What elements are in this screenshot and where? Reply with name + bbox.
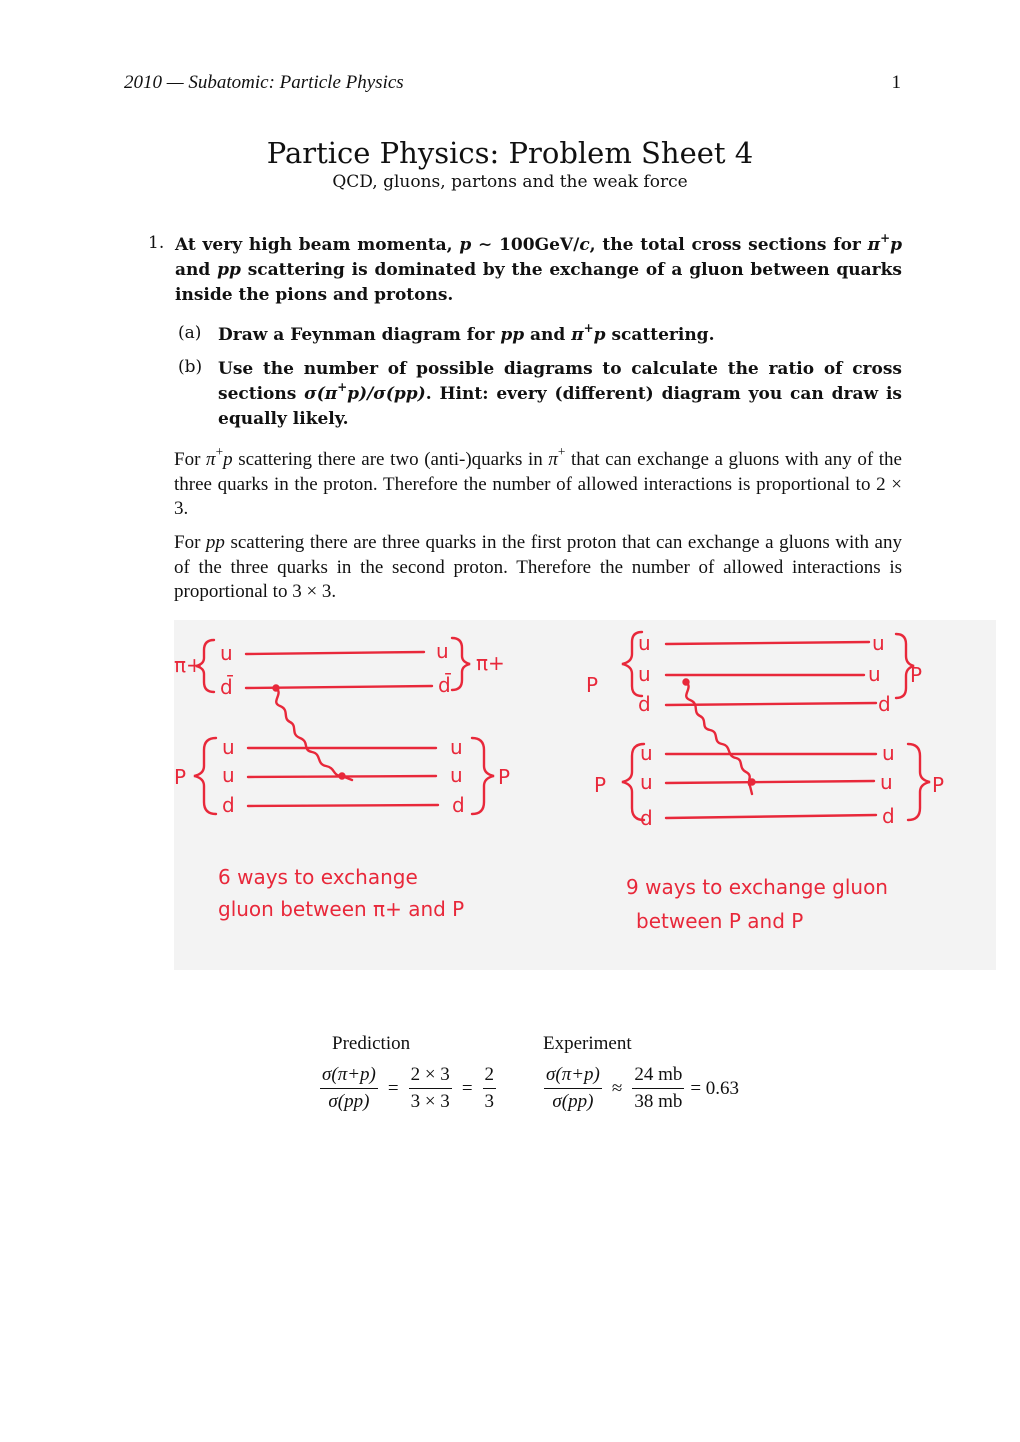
pion-u-line <box>246 652 424 654</box>
left-proton-out-u2: u <box>450 763 463 787</box>
right-proton2-label: P <box>594 773 607 797</box>
left-pion-quark-u: u <box>220 641 233 665</box>
left-proton-quark-u1: u <box>222 735 235 759</box>
feynman-diagrams-figure <box>174 620 996 970</box>
right-proton2-quark-u1: u <box>640 741 653 765</box>
document-title: Partice Physics: Problem Sheet 4 <box>266 136 754 170</box>
right-proton2-out-u1: u <box>882 741 895 765</box>
right-caption-line-2: between P and P <box>636 909 804 933</box>
part-b-label: (b) <box>178 357 203 377</box>
feynman-diagrams-svg <box>174 620 996 970</box>
header-title: 2010 — Subatomic: Particle Physics <box>124 72 404 93</box>
left-caption-line-1: 6 ways to exchange <box>218 865 418 889</box>
proton2-u2-line <box>666 781 874 783</box>
pion-out-brace <box>452 638 470 690</box>
experiment-heading: Experiment <box>543 1033 632 1054</box>
page-number: 1 <box>891 72 901 93</box>
proton2-d-line <box>666 815 876 818</box>
right-proton1-quark-d: d <box>638 692 651 716</box>
equals-2: = <box>461 1077 473 1099</box>
question-text: At very high beam momenta, p ∼ 100GeV/c, the total cross sections for π+p and pp scattering is dominated by the exchange of a gluon between quarks inside the pions and protons. <box>175 231 902 305</box>
proton1-u1-line <box>666 642 869 644</box>
prediction-ratio: $\frac{\sigma(\pi+p)}{\sigma(pp)}$ <box>322 1064 376 1112</box>
document-subtitle: QCD, gluons, partons and the weak force <box>332 172 688 192</box>
page-header <box>124 72 901 94</box>
answer-paragraph-1: For π+p scattering there are two (anti-)quarks in π+ that can exchange a gluons with any of the three quarks in the proton. Therefore the number of allowed interactions is proportional to 2 × 3. <box>174 444 902 519</box>
experiment-ratio: $\frac{\sigma(\pi+p)}{\sigma(pp)}$ <box>546 1064 600 1112</box>
right-proton2-out-d: d <box>882 804 895 828</box>
right-proton2-out-label: P <box>932 773 945 797</box>
proton-out-brace <box>472 738 494 814</box>
part-a-label: (a) <box>178 323 202 343</box>
left-gluon <box>276 688 352 780</box>
right-proton1-label: P <box>586 673 599 697</box>
left-pion-quark-dbar: d̄ <box>220 675 233 699</box>
right-proton1-out-u2: u <box>868 662 881 686</box>
part-a-text: Draw a Feynman diagram for pp and π+p scattering. <box>218 321 715 345</box>
prediction-heading: Prediction <box>332 1033 411 1054</box>
right-proton2-out-u2: u <box>880 770 893 794</box>
experiment-equation <box>544 1064 739 1113</box>
proton-in-brace <box>194 738 216 814</box>
question-number: 1. <box>148 233 165 253</box>
proton1-d-line <box>666 703 876 705</box>
left-proton-out-label: P <box>498 765 511 789</box>
left-pion-label: π+ <box>174 653 203 677</box>
right-caption-line-1: 9 ways to exchange gluon <box>626 875 888 899</box>
proton2-out-brace <box>908 744 930 820</box>
left-proton-label: P <box>174 765 187 789</box>
left-proton-quark-d: d <box>222 793 235 817</box>
right-proton1-out-label: P <box>910 663 923 687</box>
experiment-value: = 0.63 <box>690 1077 740 1099</box>
part-b-text: Use the number of possible diagrams to calculate the ratio of cross sections σ(π+p)/σ(pp). Hint: every (different) diagram you can draw is equally likely. <box>218 359 902 429</box>
prediction-value: $\frac{2}{3}$ <box>484 1064 495 1112</box>
equals-1: = <box>387 1077 399 1099</box>
approx-sign: ≈ <box>611 1077 623 1099</box>
left-proton-out-d: d <box>452 793 465 817</box>
right-proton1-out-d: d <box>878 692 891 716</box>
prediction-equation <box>320 1064 496 1113</box>
left-pion-out-label: π+ <box>476 651 505 675</box>
right-gluon <box>686 682 752 794</box>
right-proton2-quark-u2: u <box>640 770 653 794</box>
prediction-count: $\frac{2 \times 3}{3 \times 3}$ <box>410 1064 450 1112</box>
right-proton1-quark-u1: u <box>638 631 651 655</box>
left-pion-out-dbar: d̄ <box>438 673 451 697</box>
left-proton-out-u1: u <box>450 735 463 759</box>
right-proton1-out-u1: u <box>872 631 885 655</box>
proton-d-line <box>248 805 438 806</box>
left-proton-quark-u2: u <box>222 763 235 787</box>
experiment-measured: $\frac{24 mb}{38 mb}$ <box>634 1064 683 1112</box>
left-caption-line-2: gluon between π+ and P <box>218 897 465 921</box>
right-proton1-quark-u2: u <box>638 662 651 686</box>
left-pion-out-u: u <box>436 639 449 663</box>
right-proton2-quark-d: d <box>640 806 653 830</box>
answer-paragraph-2: For pp scattering there are three quarks in the first proton that can exchange a gluons with any of the three quarks in the second proton. Therefore the number of allowed interactions is proportional to 3 × 3. <box>174 532 902 602</box>
